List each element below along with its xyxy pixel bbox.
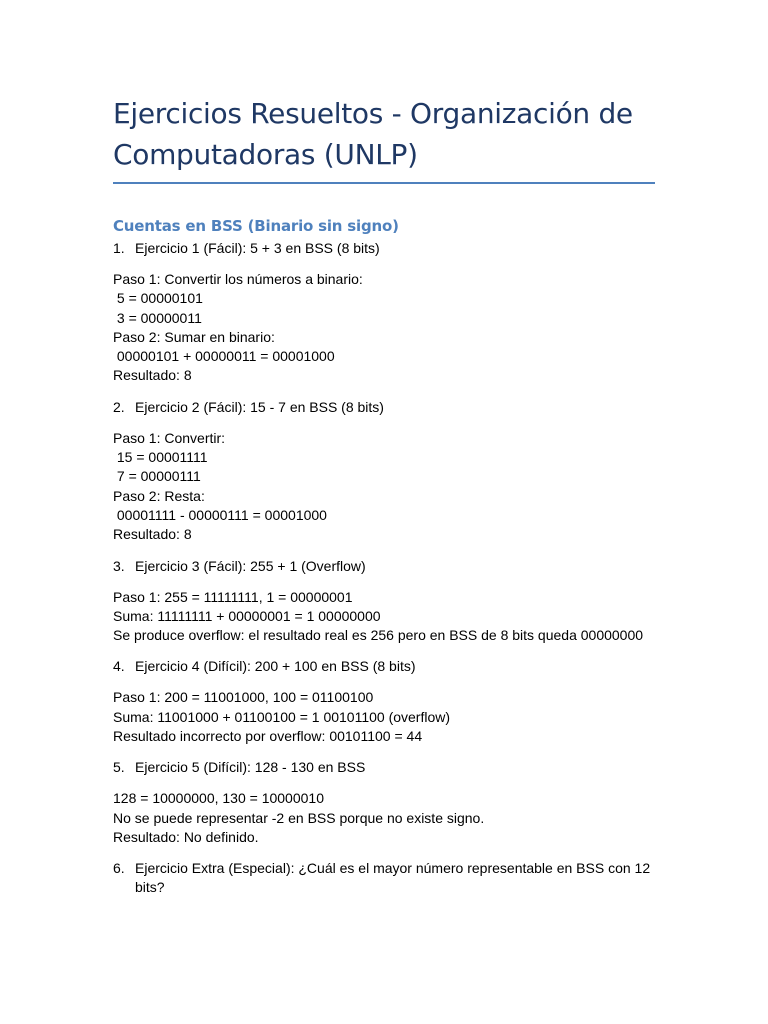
solution-line: Paso 1: Convertir: [113,429,226,446]
exercise-heading [113,239,658,258]
solution-line: Suma: 11111111 + 00000001 = 1 00000000 [113,607,381,624]
exercise-item [113,657,658,746]
exercise-number: 4. [113,658,125,675]
solution-line: Paso 1: Convertir los números a binario: [113,271,363,287]
exercise-heading [113,657,658,676]
exercise-solution [113,270,658,386]
solution-line: Paso 2: Sumar en binario: [113,328,275,345]
exercise-solution [113,588,658,646]
exercise-heading [113,859,658,897]
exercise-number: 1. [113,240,125,256]
exercise-solution [113,429,658,545]
exercise-heading [113,758,658,777]
exercise-item [113,859,658,897]
solution-line: 00001111 - 00000111 = 00001000 [113,506,327,523]
solution-line: No se puede representar -2 en BSS porque no existe signo. [113,809,485,826]
exercise-title: Ejercicio 5 (Difícil): 128 - 130 en BSS [135,759,366,776]
section-heading: Cuentas en BSS (Binario sin signo) [113,217,399,235]
solution-line: Suma: 11001000 + 01100100 = 1 00101100 (overflow) [113,708,451,725]
solution-line: 5 = 00000101 [113,290,203,307]
exercise-item [113,239,658,386]
exercise-heading [113,557,658,576]
solution-line: Paso 1: 200 = 11001000, 100 = 01100100 [113,689,374,706]
exercise-number: 2. [113,398,125,415]
exercise-number: 5. [113,759,125,776]
exercise-item [113,557,658,646]
exercise-title: Ejercicio 4 (Difícil): 200 + 100 en BSS (8 bits) [135,658,416,675]
solution-line: Resultado: 8 [113,367,192,384]
solution-line: Se produce overflow: el resultado real es 256 pero en BSS de 8 bits queda 00000000 [113,627,644,644]
exercise-solution [113,688,658,746]
document-title: Ejercicios Resueltos - Organización de Computadoras (UNLP) [113,97,633,171]
exercise-number: 6. [113,860,125,877]
exercise-item [113,758,658,847]
exercise-title: Ejercicio Extra (Especial): ¿Cuál es el mayor número representable en BSS con 12 bits? [135,860,651,896]
exercise-item [113,398,658,545]
solution-line: 128 = 10000000, 130 = 10000010 [113,790,324,807]
solution-line: 3 = 00000011 [113,309,202,326]
solution-line: Resultado incorrecto por overflow: 00101100 = 44 [113,728,423,745]
exercise-number: 3. [113,557,125,574]
exercise-title: Ejercicio 3 (Fácil): 255 + 1 (Overflow) [135,557,366,574]
document-page [113,0,658,897]
exercise-title: Ejercicio 2 (Fácil): 15 - 7 en BSS (8 bits) [135,398,384,415]
solution-line: Resultado: No definido. [113,828,259,845]
solution-line: Resultado: 8 [113,526,192,543]
solution-line: Paso 2: Resta: [113,487,205,504]
solution-line: 00000101 + 00000011 = 00001000 [113,348,335,365]
exercise-solution [113,789,658,847]
exercise-list [113,239,658,897]
solution-line: 7 = 00000111 [113,468,201,485]
exercise-heading [113,398,658,417]
solution-line: Paso 1: 255 = 11111111, 1 = 00000001 [113,588,353,605]
solution-line: 15 = 00001111 [113,449,208,466]
title-divider [113,182,655,184]
exercise-title: Ejercicio 1 (Fácil): 5 + 3 en BSS (8 bits) [135,240,380,256]
